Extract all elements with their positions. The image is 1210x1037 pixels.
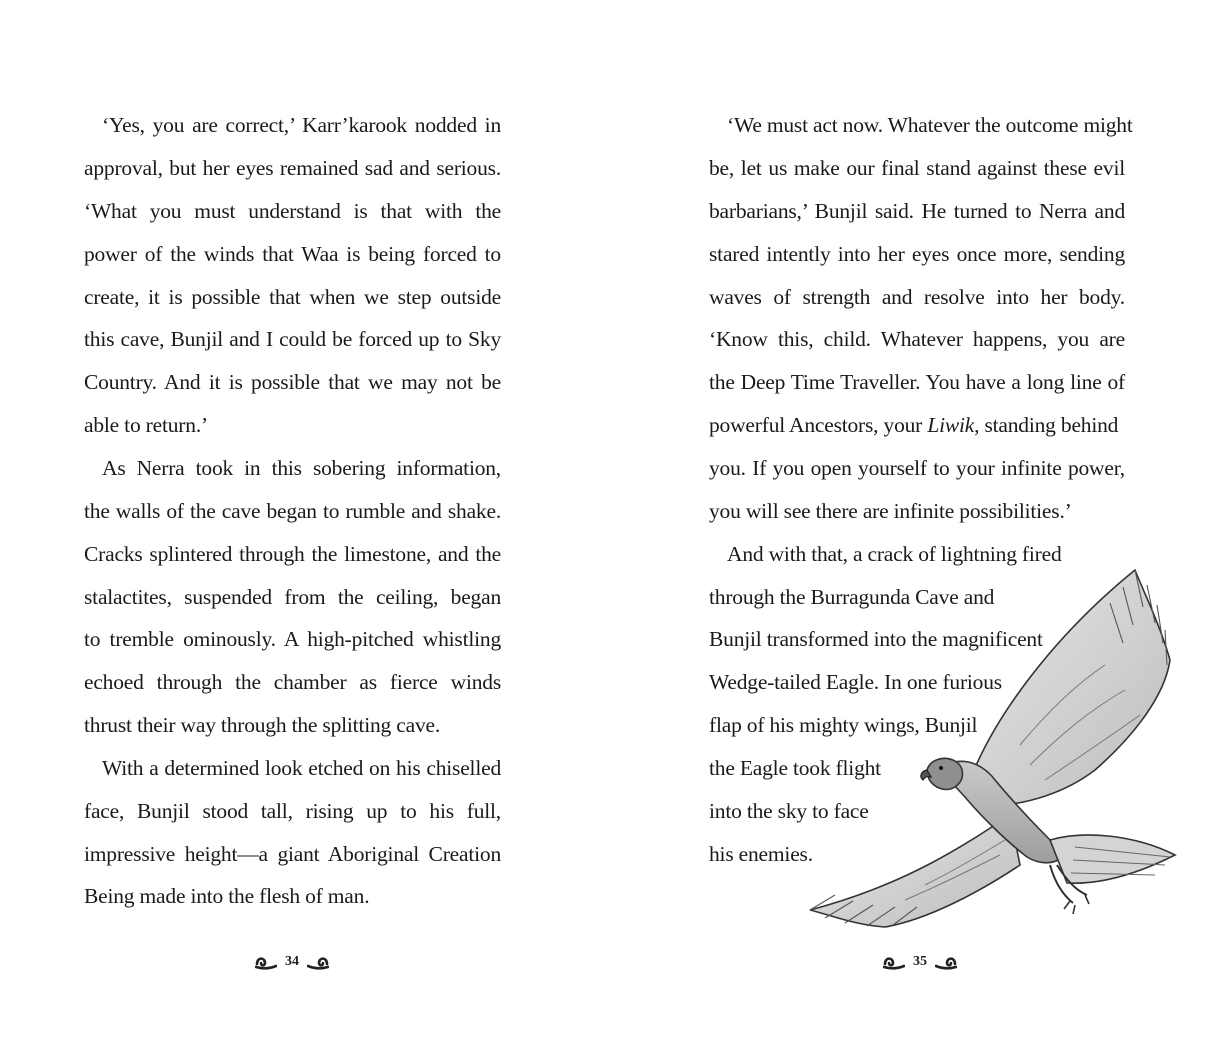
text-line: approval, but her eyes remained sad and serious.: [84, 156, 501, 180]
text-line: Bunjil transformed into the magnificent: [709, 627, 1043, 651]
text-line: ‘Know this, child. Whatever happens, you are: [709, 327, 1125, 351]
text-line: Wedge-tailed Eagle. In one furious: [709, 670, 1002, 694]
page-number: 34: [285, 954, 299, 969]
text-line: thrust their way through the splitting cave.: [84, 713, 441, 737]
text-line: Country. And it is possible that we may not be: [84, 370, 501, 394]
text-line: ‘We must act now. Whatever the outcome might: [727, 113, 1133, 137]
text-line: flap of his mighty wings, Bunjil: [709, 713, 978, 737]
text-line: you will see there are infinite possibilities.’: [709, 499, 1072, 523]
text-line: the Eagle took flight: [709, 756, 881, 780]
text-line: Being made into the flesh of man.: [84, 884, 370, 908]
swirl-ornament-icon: [883, 954, 905, 970]
text-line: able to return.’: [84, 413, 208, 437]
text-line: ‘What you must understand is that with the: [84, 199, 501, 223]
swirl-ornament-icon: [307, 954, 329, 970]
text-line: the walls of the cave began to rumble and shake.: [84, 499, 501, 523]
text-segment: [709, 410, 1118, 440]
text-line: face, Bunjil stood tall, rising up to his full,: [84, 799, 501, 823]
text-line: the Deep Time Traveller. You have a long line of: [709, 370, 1125, 394]
text-line: barbarians,’ Bunjil said. He turned to Nerra and: [709, 199, 1125, 223]
text-line: ‘Yes, you are correct,’ Karr’karook nodded in: [102, 113, 501, 137]
text-line: Cracks splintered through the limestone, and the: [84, 542, 501, 566]
swirl-ornament-icon: [255, 954, 277, 970]
text-line: be, let us make our final stand against these evil: [709, 156, 1125, 180]
text-line: waves of strength and resolve into her body.: [709, 285, 1125, 309]
text-line: And with that, a crack of lightning fired: [727, 542, 1062, 566]
italic-term: Liwik: [927, 413, 975, 437]
page-number-left: [252, 950, 332, 974]
text-line: through the Burragunda Cave and: [709, 585, 995, 609]
text-line: As Nerra took in this sobering information,: [102, 456, 501, 480]
text-line: [709, 410, 1125, 440]
text-run: powerful Ancestors, your: [709, 413, 928, 437]
text-line: stared intently into her eyes once more, sending: [709, 242, 1125, 266]
text-line: stalactites, suspended from the ceiling, began: [84, 585, 501, 609]
text-line: this cave, Bunjil and I could be forced up to Sky: [84, 327, 501, 351]
text-line: With a determined look etched on his chiselled: [102, 756, 501, 780]
text-line: you. If you open yourself to your infinite power,: [709, 456, 1125, 480]
text-run: , standing behind: [974, 413, 1119, 437]
text-line: into the sky to face: [709, 799, 869, 823]
right-page: [605, 0, 1210, 1037]
text-line: create, it is possible that when we step outside: [84, 285, 501, 309]
right-page-text: [605, 0, 1210, 1037]
swirl-ornament-icon: [935, 954, 957, 970]
page-number-right: [880, 950, 960, 974]
text-line: power of the winds that Waa is being forced to: [84, 242, 501, 266]
text-line: to tremble ominously. A high-pitched whistling: [84, 627, 501, 651]
text-line: his enemies.: [709, 842, 813, 866]
text-line: echoed through the chamber as fierce winds: [84, 670, 501, 694]
page-number: 35: [913, 954, 927, 969]
text-line: impressive height—a giant Aboriginal Creation: [84, 842, 501, 866]
